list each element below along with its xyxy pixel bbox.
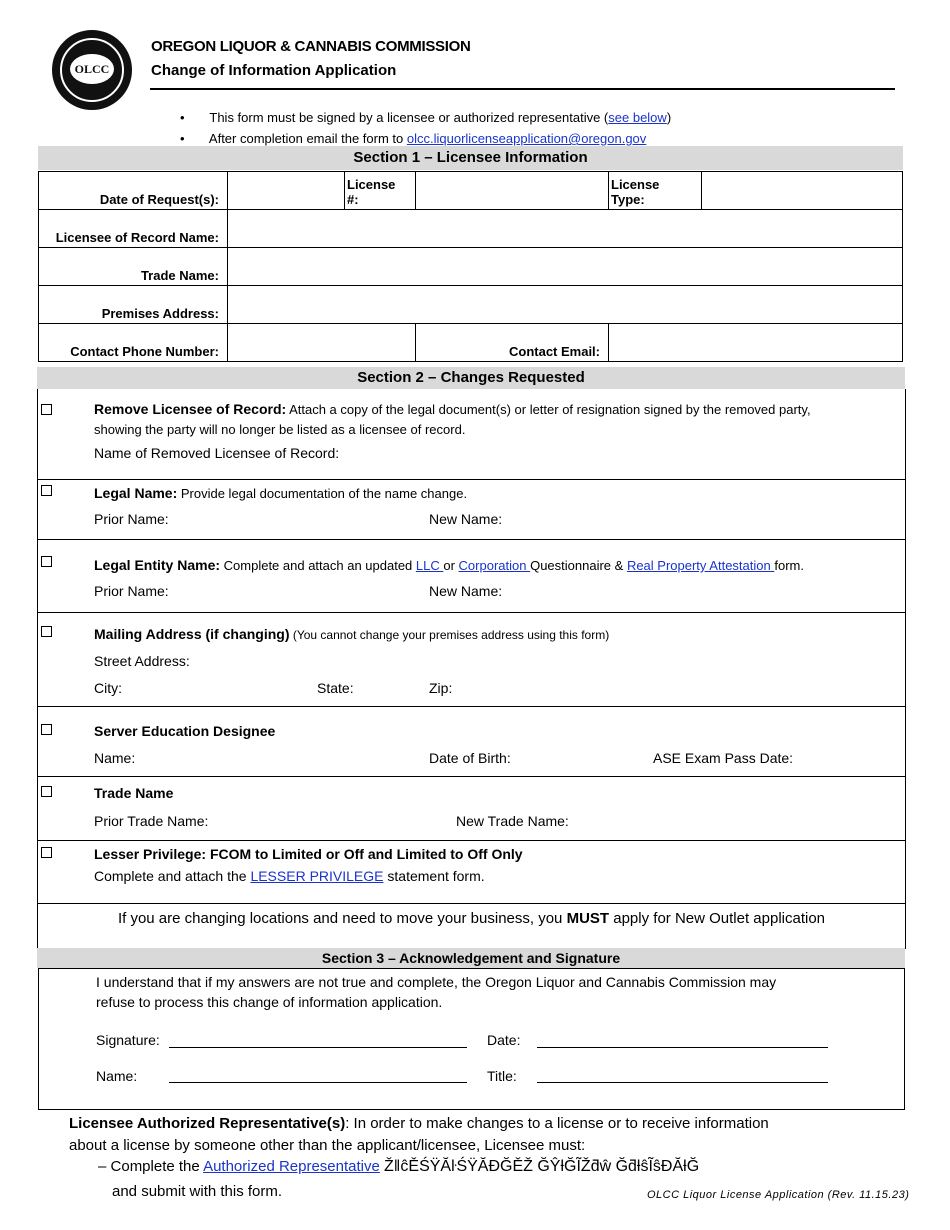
legal-prior-name-field[interactable]: Prior Name: — [94, 511, 169, 527]
server-education-heading: Server Education Designee — [94, 723, 276, 739]
state-field[interactable]: State: — [317, 680, 354, 696]
prior-trade-name-field[interactable]: Prior Trade Name: — [94, 813, 209, 829]
sig-name-label: Name: — [96, 1068, 138, 1084]
sig-title-line[interactable] — [537, 1082, 828, 1083]
authorized-rep-submit: and submit with this form. — [112, 1183, 283, 1200]
server-name-field[interactable]: Name: — [94, 750, 136, 766]
section1-header: Section 1 – Licensee Information — [38, 146, 903, 170]
license-type-label: License Type: — [609, 172, 702, 210]
mailing-address-checkbox[interactable] — [41, 626, 52, 637]
email-link[interactable]: olcc.liquorlicenseapplication@oregon.gov — [406, 131, 647, 146]
acknowledgement-text: I understand that if my answers are not true and complete, the Oregon Liquor and Cannabis Commission may refuse to process this change of information application. — [96, 974, 777, 1010]
city-field[interactable]: City: — [94, 680, 122, 696]
entity-prior-name-field[interactable]: Prior Name: — [94, 583, 169, 599]
server-education-checkbox[interactable] — [41, 724, 52, 735]
lesser-privilege-desc: Complete and attach the LESSER PRIVILEGE statement form. — [94, 868, 485, 884]
removed-licensee-field[interactable]: Name of Removed Licensee of Record: — [94, 445, 340, 461]
instructions-list — [180, 107, 671, 149]
trade-name-input[interactable] — [228, 248, 903, 286]
premises-label: Premises Address: — [39, 286, 228, 324]
mailing-address-desc: Mailing Address (if changing) (You cannot change your premises address using this form) — [94, 626, 610, 642]
trade-name-checkbox[interactable] — [41, 786, 52, 797]
premises-input[interactable] — [228, 286, 903, 324]
legal-entity-desc: Legal Entity Name: Complete and attach an updated LLC or Corporation Questionnaire & Real Property Attestation form. — [94, 557, 804, 573]
instruction-sign: • This form must be signed by a licensee or authorized representative (see below) — [180, 107, 671, 128]
trade-name-heading: Trade Name — [94, 785, 174, 801]
new-trade-name-field[interactable]: New Trade Name: — [456, 813, 569, 829]
legal-name-checkbox[interactable] — [41, 485, 52, 496]
sig-date-label: Date: — [487, 1032, 521, 1048]
phone-input[interactable] — [228, 324, 416, 362]
logo-text: OLCC — [70, 54, 114, 84]
contact-email-input[interactable] — [609, 324, 903, 362]
sig-title-label: Title: — [487, 1068, 517, 1084]
legal-entity-row — [38, 540, 905, 613]
licensee-name-label: Licensee of Record Name: — [39, 210, 228, 248]
signature-label: Signature: — [96, 1032, 160, 1048]
authorized-rep-step: – Complete the Authorized Representative ŽǁĉĚŚŸĂŀŚŸĂĐĞĚŽ ĞŶƚĞĨŽƌŵ ĞƌƚŝĨŝĐĂƚĞ — [98, 1158, 700, 1175]
date-label: Date of Request(s): — [39, 172, 228, 210]
server-education-row — [38, 706, 905, 777]
authorized-rep-text: Licensee Authorized Representative(s): In order to make changes to a license or to receive information about a license by someone other than the applicant/licensee, Licensee must: — [69, 1115, 769, 1154]
licensee-name-input[interactable] — [228, 210, 903, 248]
form-title: Change of Information Application — [151, 62, 397, 79]
lesser-privilege-link[interactable]: LESSER PRIVILEGE — [250, 868, 384, 884]
legal-new-name-field[interactable]: New Name: — [429, 511, 503, 527]
ase-exam-date-field[interactable]: ASE Exam Pass Date: — [653, 750, 794, 766]
licensee-info-table — [38, 171, 903, 362]
sig-name-line[interactable] — [169, 1082, 467, 1083]
agency-name: OREGON LIQUOR & CANNABIS COMMISSION — [151, 38, 471, 55]
legal-entity-checkbox[interactable] — [41, 556, 52, 567]
lesser-privilege-heading: Lesser Privilege: FCOM to Limited or Off and Limited to Off Only — [94, 846, 523, 862]
corporation-link[interactable]: Corporation — [458, 558, 531, 573]
street-address-field[interactable]: Street Address: — [94, 653, 190, 669]
license-label: License #: — [345, 172, 416, 210]
contact-email-label: Contact Email: — [416, 324, 609, 362]
olcc-logo — [52, 30, 132, 110]
entity-new-name-field[interactable]: New Name: — [429, 583, 503, 599]
section3-header: Section 3 – Acknowledgement and Signature — [37, 948, 905, 968]
sig-date-line[interactable] — [537, 1047, 828, 1048]
signature-line[interactable] — [169, 1047, 467, 1048]
real-property-link[interactable]: Real Property Attestation — [626, 558, 775, 573]
lesser-privilege-checkbox[interactable] — [41, 847, 52, 858]
header-divider — [150, 88, 895, 90]
date-input[interactable] — [228, 172, 345, 210]
section2-header: Section 2 – Changes Requested — [37, 367, 905, 389]
footer-revision: OLCC Liquor License Application (Rev. 11.15.23) — [647, 1189, 910, 1201]
legal-name-desc: Legal Name: Provide legal documentation of the name change. — [94, 485, 468, 501]
remove-licensee-checkbox[interactable] — [41, 404, 52, 415]
license-input[interactable] — [416, 172, 609, 210]
phone-label: Contact Phone Number: — [39, 324, 228, 362]
relocation-notice: If you are changing locations and need to move your business, you MUST apply for New Outlet application — [117, 910, 826, 927]
instruction-email: • After completion email the form to olcc.liquorlicenseapplication@oregon.gov — [180, 128, 671, 149]
license-type-input[interactable] — [702, 172, 903, 210]
zip-field[interactable]: Zip: — [429, 680, 453, 696]
llc-link[interactable]: LLC — [415, 558, 444, 573]
see-below-link[interactable]: see below — [608, 110, 667, 125]
authorized-rep-link[interactable]: Authorized Representative — [203, 1158, 380, 1175]
remove-licensee-desc: Remove Licensee of Record: Attach a copy of the legal document(s) or letter of resignation signed by the removed party, showing the party will no longer be listed as a licensee of record. — [94, 401, 811, 437]
trade-name-label: Trade Name: — [39, 248, 228, 286]
server-dob-field[interactable]: Date of Birth: — [429, 750, 511, 766]
